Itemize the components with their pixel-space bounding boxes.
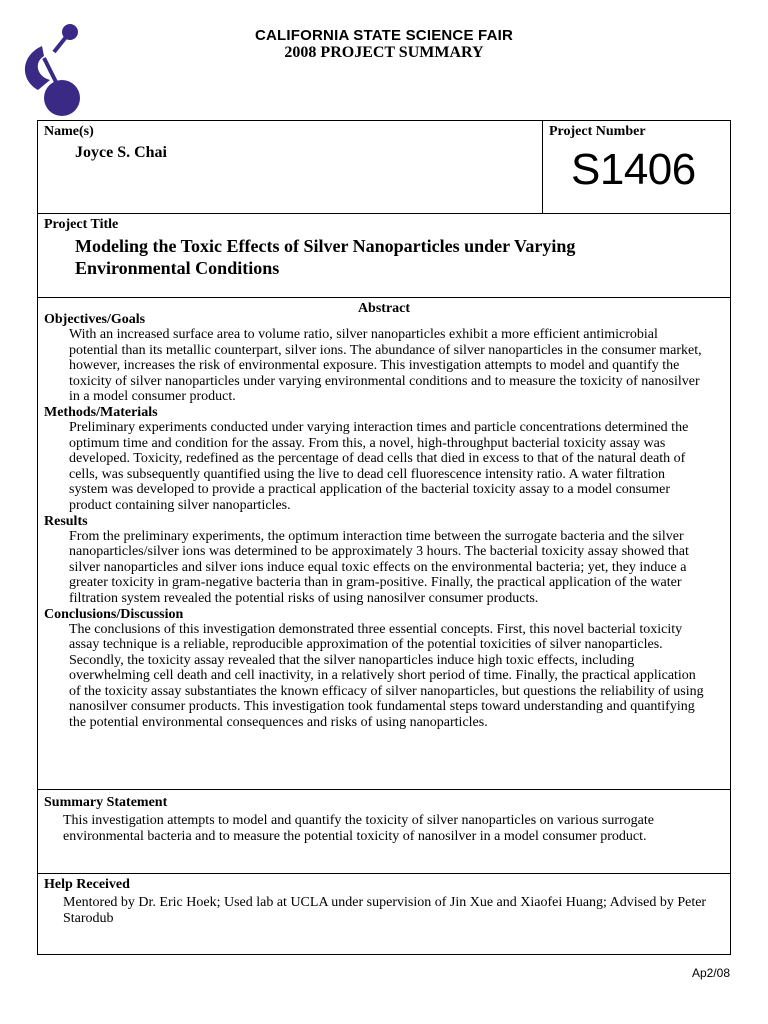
help-label: Help Received bbox=[44, 877, 130, 892]
summary-box bbox=[37, 789, 731, 874]
summary-title: 2008 PROJECT SUMMARY bbox=[284, 44, 484, 61]
conclusions-text: The conclusions of this investigation demonstrated three essential concepts. First, this novel bacterial toxicity assay technique is a reliable, reproducible approximation of the potential toxicities of silver nanoparticles. Secondly, the toxicity assay revealed that the silver nanoparticles induce high toxic effects, including overwhelming cell death and cell inactivity, in a relatively short period of time. Finally, the practical application of the toxicity assay substantiates the known efficacy of silver nanoparticles, but questions the reliability of using nanosilver consumer products. This investigation took fundamental steps toward understanding and quantifying the potential environmental consequences and risks of using nanoparticles. bbox=[69, 621, 704, 731]
abstract-box bbox=[37, 297, 731, 790]
summary-label: Summary Statement bbox=[44, 795, 168, 810]
names-label: Name(s) bbox=[44, 124, 94, 139]
project-title-line2: Environmental Conditions bbox=[75, 258, 280, 278]
names-box bbox=[37, 120, 543, 214]
objectives-text: With an increased surface area to volume ratio, silver nanoparticles exhibit a more efficient antimicrobial potential than its metallic counterpart, silver ions. The abundance of silver nanoparticles in the consumer market, however, increases the risk of environmental exposure. This investigation attempts to model and quantify the toxicity of silver nanoparticles under varying environmental conditions and to measure the toxicity of nanosilver in a model consumer product. bbox=[69, 327, 702, 405]
results-text: From the preliminary experiments, the optimum interaction time between the surrogate bacteria and the silver nanoparticles/silver ions was determined to be approximately 3 hours. The bacterial toxicity assay showed that silver nanoparticles and silver ions induce equal toxic effects on the environmental bacteria; yet, they induce a greater toxicity in gram-negative bacteria than in gram-positive. Finally, the practical application of the water filtration system revealed the potential risks of using nanosilver consumer products. bbox=[69, 528, 689, 606]
summary-text: This investigation attempts to model and quantify the toxicity of silver nanoparticles on various surrogate environmental bacteria and to measure the potential toxicity of nanosilver in a model consumer product. bbox=[63, 813, 654, 844]
objectives-heading: Objectives/Goals bbox=[44, 312, 146, 327]
footer-code: Ap2/08 bbox=[691, 966, 730, 980]
project-title-label: Project Title bbox=[44, 217, 119, 232]
project-title-line1: Modeling the Toxic Effects of Silver Nanoparticles under Varying bbox=[75, 236, 576, 256]
help-text: Mentored by Dr. Eric Hoek; Used lab at UCLA under supervision of Jin Xue and Xiaofei Huang; Advised by Peter Starodub bbox=[63, 895, 707, 926]
names-value: Joyce S. Chai bbox=[75, 144, 167, 161]
project-title-box bbox=[37, 213, 731, 298]
methods-text: Preliminary experiments conducted under varying interaction times and particle concentrations determined the optimum time and condition for the assay. From this, a novel, high-throughput bacterial toxicity assay was developed. Toxicity, redefined as the percentage of dead cells that died in excess to that of the natural death of cells, was subsequently quantified using the live to dead cell fluorescence intensity ratio. A water filtration system was developed to provide a practical application of the bacterial toxicity assay to a model consumer product containing silver nanoparticles. bbox=[69, 419, 689, 513]
abstract-heading: Abstract bbox=[357, 301, 411, 316]
project-number-value: S1406 bbox=[571, 145, 696, 194]
project-number-box bbox=[542, 120, 731, 214]
fair-title: CALIFORNIA STATE SCIENCE FAIR bbox=[254, 27, 514, 44]
project-number-label: Project Number bbox=[549, 124, 646, 139]
results-heading: Results bbox=[44, 513, 88, 529]
help-box bbox=[37, 873, 731, 955]
abstract-content bbox=[44, 312, 706, 731]
methods-heading: Methods/Materials bbox=[44, 404, 158, 420]
conclusions-heading: Conclusions/Discussion bbox=[44, 606, 184, 622]
